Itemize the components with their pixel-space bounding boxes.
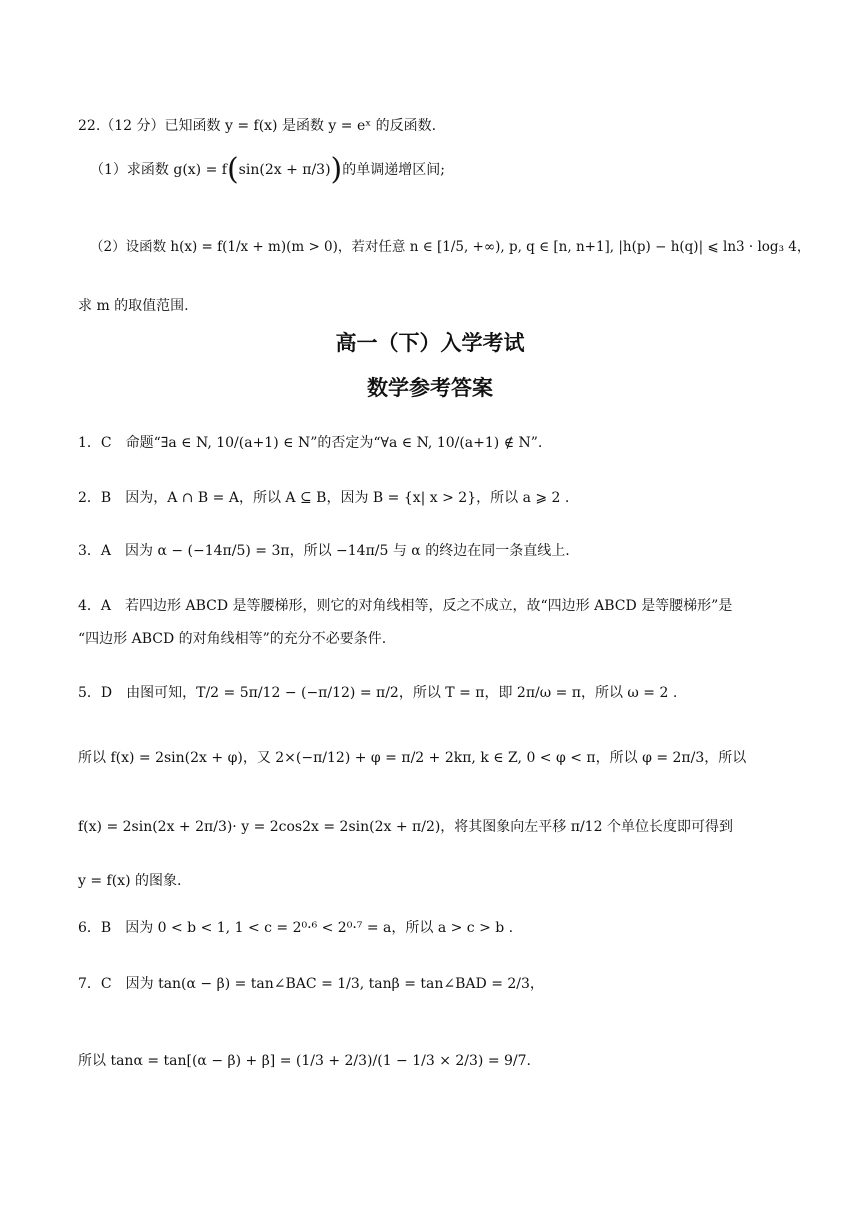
answer-3: 3．A 因为 α − (−14π/5) = 3π，所以 −14π/5 与 α 的终边在同一条直线上. (78, 543, 570, 559)
page-subtitle: 数学参考答案 (367, 376, 493, 400)
answer-7-line1: 7．C 因为 tan(α − β) = tan∠BAC = 1/3, tanβ = tan∠BAD = 2/3， (78, 976, 544, 992)
answer-4-line2: “四边形 ABCD 的对角线相等”的充分不必要条件. (78, 631, 387, 647)
answer-5-line1: 5．D 由图可知，T/2 = 5π/12 − (−π/12) = π/2，所以 T = π，即 2π/ω = π，所以 ω = 2 . (78, 685, 678, 701)
q22-part1-post: 的单调递增区间; (342, 162, 445, 178)
answer-1: 1．C 命题“∃a ∈ N, 10/(a+1) ∈ N”的否定为“∀a ∈ N, 10/(a+1) ∉ N”. (78, 435, 543, 451)
answer-2: 2．B 因为，A ∩ B = A，所以 A ⊆ B，因为 B = {x| x > 2}，所以 a ⩾ 2 . (78, 490, 570, 506)
answer-5-line4: y = f(x) 的图象. (78, 873, 182, 889)
q22-part1: （1）求函数 g(x) = f(sin(2x + π/3))的单调递增区间; (90, 152, 445, 187)
answer-4-line1: 4．A 若四边形 ABCD 是等腰梯形，则它的对角线相等，反之不成立，故“四边形 ABCD 是等腰梯形”是 (78, 598, 733, 614)
answer-5-line3: f(x) = 2sin(2x + 2π/3)· y = 2cos2x = 2sin(2x + π/2)，将其图象向左平移 π/12 个单位长度即可得到 (78, 819, 733, 835)
q22-intro: 22.（12 分）已知函数 y = f(x) 是函数 y = eˣ 的反函数. (78, 118, 437, 134)
answer-5-line2: 所以 f(x) = 2sin(2x + φ)，又 2×(−π/12) + φ = π/2 + 2kπ, k ∈ Z, 0 < φ < π，所以 φ = 2π/3，所以 (78, 750, 747, 766)
answer-6: 6．B 因为 0 < b < 1, 1 < c = 2⁰·⁶ < 2⁰·⁷ = a，所以 a > c > b . (78, 920, 514, 936)
q22-part1-pre: （1）求函数 g(x) = f (90, 162, 227, 178)
q22-part1-expr: sin(2x + π/3) (238, 162, 331, 178)
q22-part2-tail: 求 m 的取值范围. (78, 298, 189, 314)
q22-part2: （2）设函数 h(x) = f(1/x + m)(m > 0)，若对任意 n ∈ [1/5, +∞), p, q ∈ [n, n+1], |h(p) − h(q)| ⩽ ln3 · log₃ 4， (90, 239, 811, 255)
answer-7-line2: 所以 tanα = tan[(α − β) + β] = (1/3 + 2/3)/(1 − 1/3 × 2/3) = 9/7. (78, 1053, 531, 1069)
page-title: 高一（下）入学考试 (335, 331, 525, 355)
